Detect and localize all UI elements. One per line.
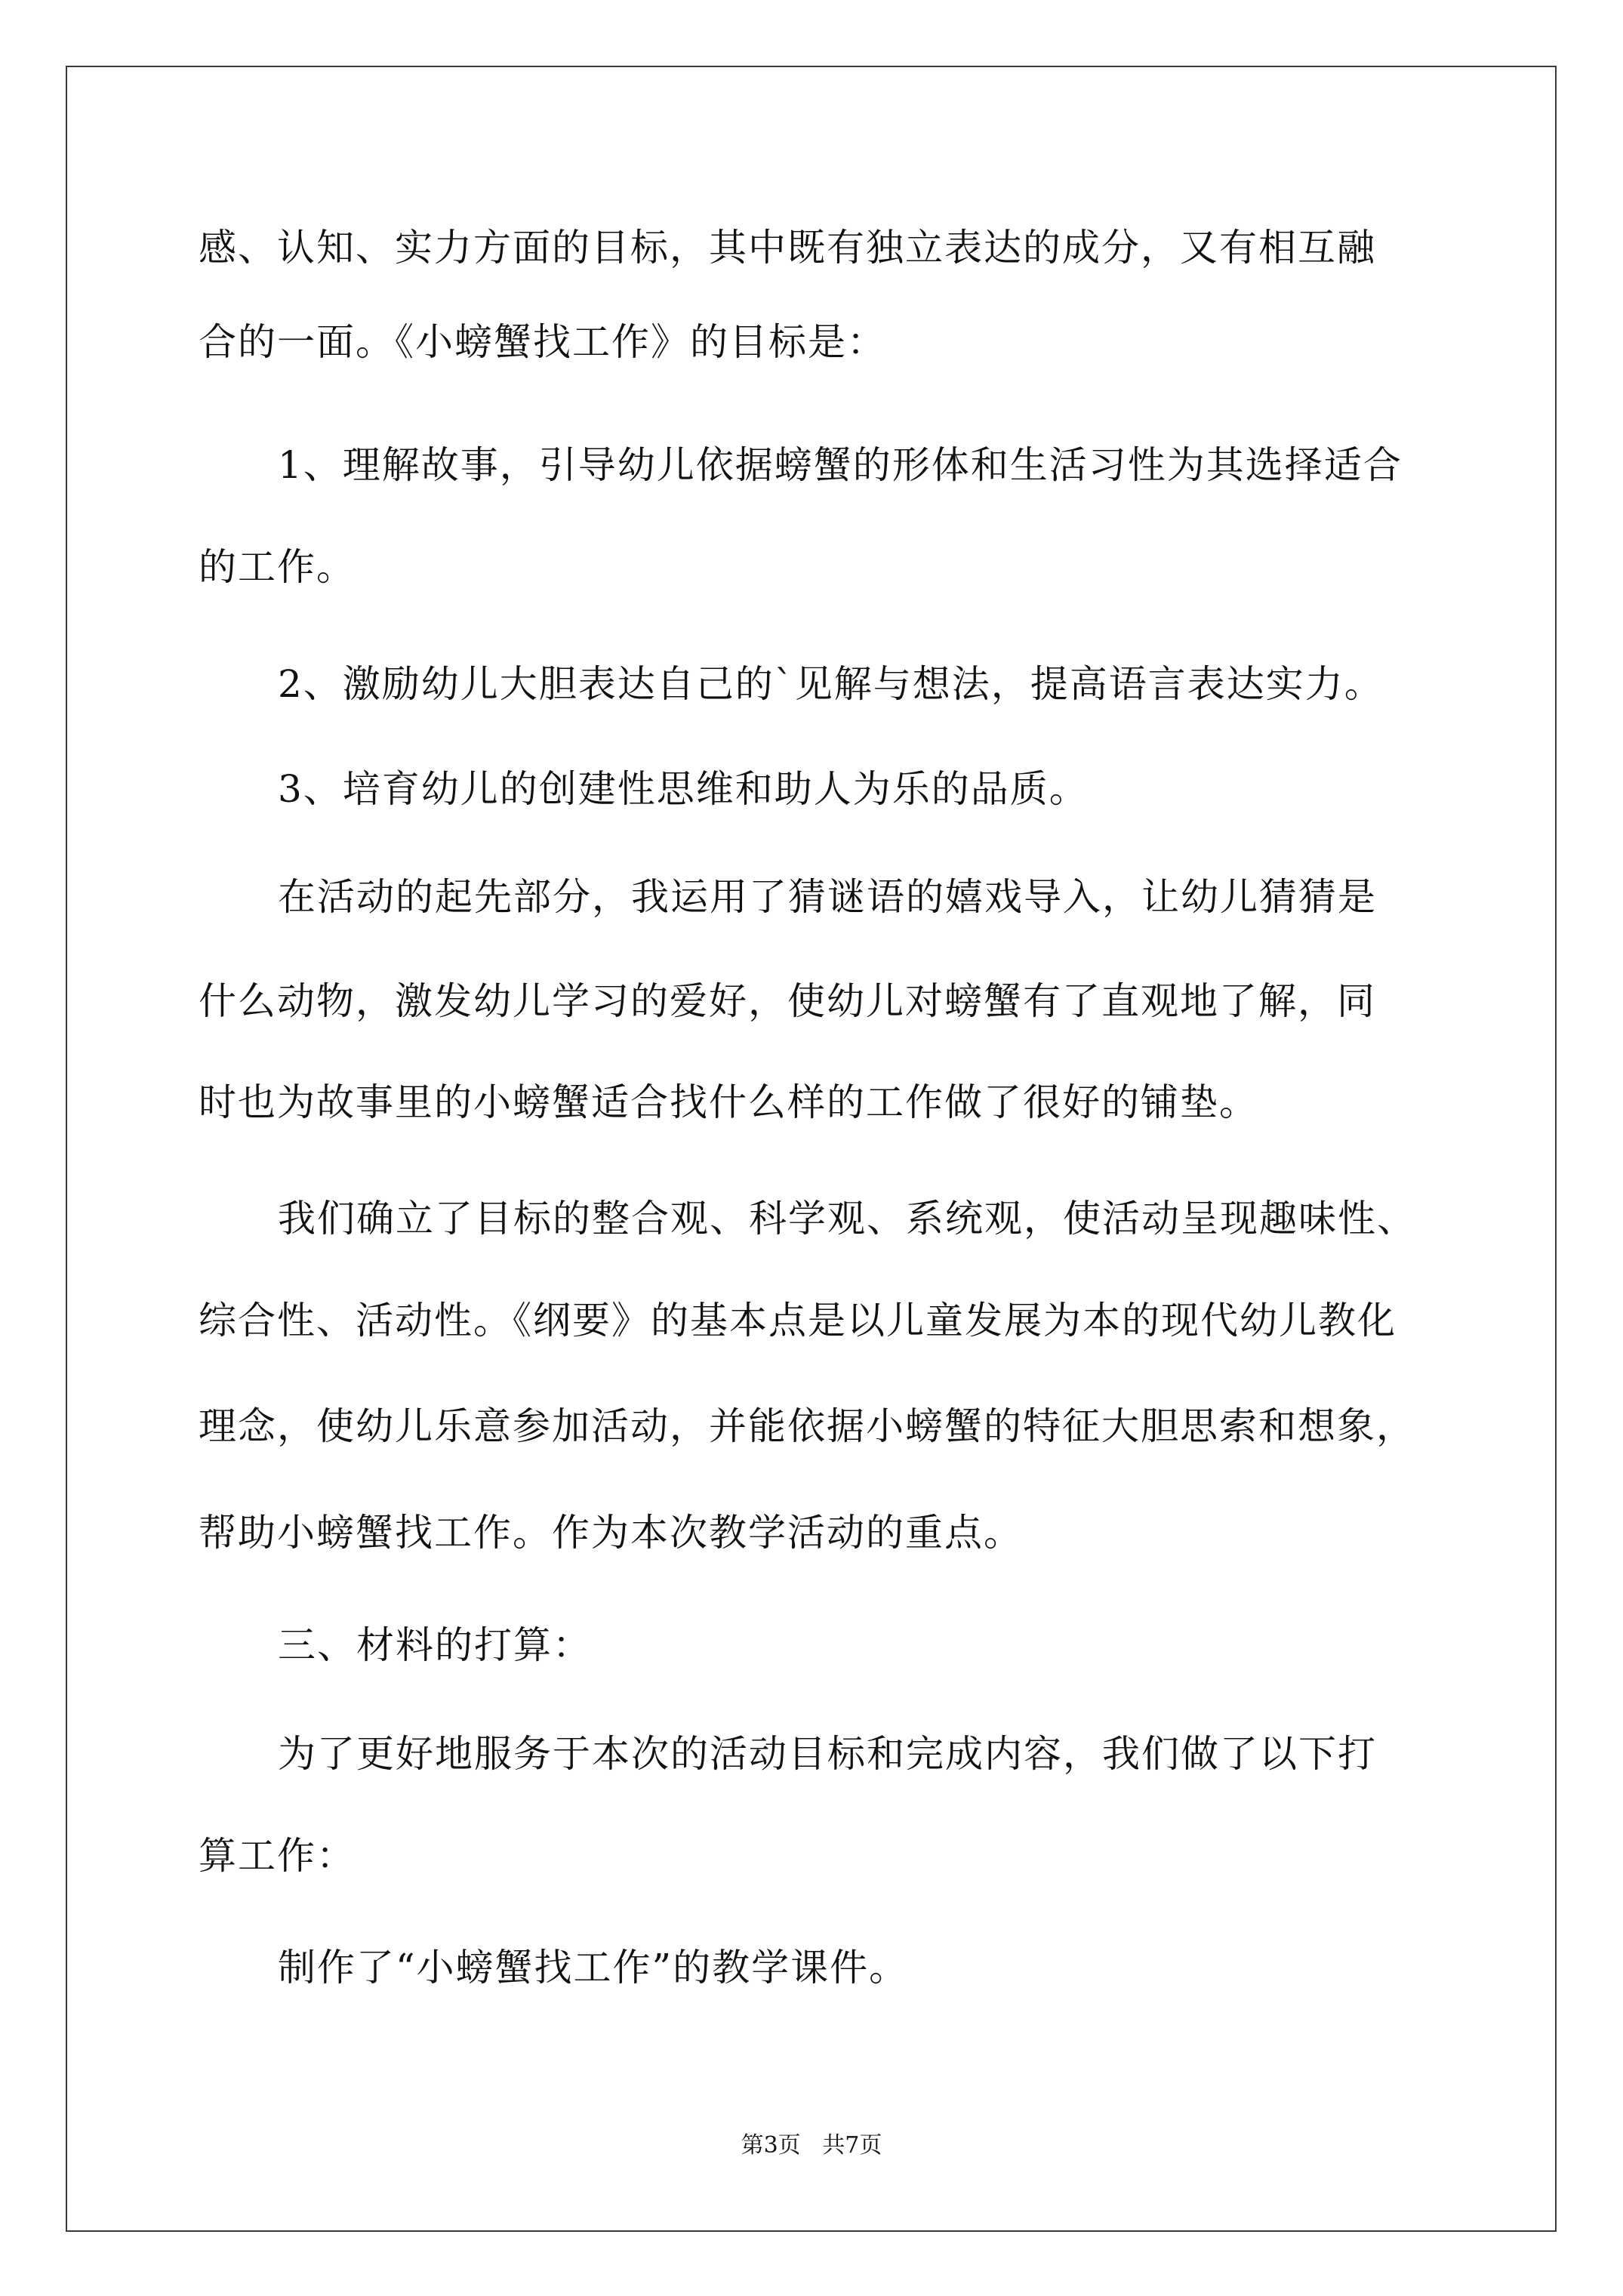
paragraph-line: 帮助小螃蟹找工作。作为本次教学活动的重点。 — [199, 1511, 1023, 1555]
paragraph-line: 制作了“小螃蟹找工作”的教学课件。 — [278, 1946, 909, 1989]
paragraph-line: 的工作。 — [199, 545, 356, 589]
paragraph-line: 合的一面。《小螃蟹找工作》的目标是： — [199, 320, 886, 364]
paragraph-line: 时也为故事里的小螃蟹适合找什么样的工作做了很好的铺垫。 — [199, 1080, 1258, 1124]
paragraph-line: 2、激励幼儿大胆表达自己的`见解与想法，提高语言表达实力。 — [278, 662, 1384, 706]
paragraph-line: 我们确立了目标的整合观、科学观、系统观，使活动呈现趣味性、 — [278, 1197, 1416, 1240]
paragraph-line: 理念，使幼儿乐意参加活动，并能依据小螃蟹的特征大胆思索和想象， — [199, 1404, 1415, 1448]
paragraph-line: 3、培育幼儿的创建性思维和助人为乐的品质。 — [278, 767, 1089, 811]
paragraph-line: 为了更好地服务于本次的活动目标和完成内容，我们做了以下打 — [278, 1732, 1377, 1776]
page-number-footer: 第3页 共7页 — [741, 2132, 882, 2159]
paragraph-line: 在活动的起先部分，我运用了猜谜语的嬉戏导入，让幼儿猜猜是 — [278, 875, 1377, 919]
paragraph-line: 感、认知、实力方面的目标，其中既有独立表达的成分，又有相互融 — [199, 226, 1376, 270]
paragraph-line: 1、理解故事，引导幼儿依据螃蟹的形体和生活习性为其选择适合 — [278, 443, 1403, 487]
page-border — [66, 66, 1557, 2232]
section-heading: 三、材料的打算： — [278, 1623, 592, 1667]
paragraph-line: 综合性、活动性。《纲要》的基本点是以儿童发展为本的现代幼儿教化 — [199, 1299, 1397, 1342]
paragraph-line: 算工作： — [199, 1834, 356, 1878]
paragraph-line: 什么动物，激发幼儿学习的爱好，使幼儿对螃蟹有了直观地了解，同 — [199, 979, 1376, 1023]
